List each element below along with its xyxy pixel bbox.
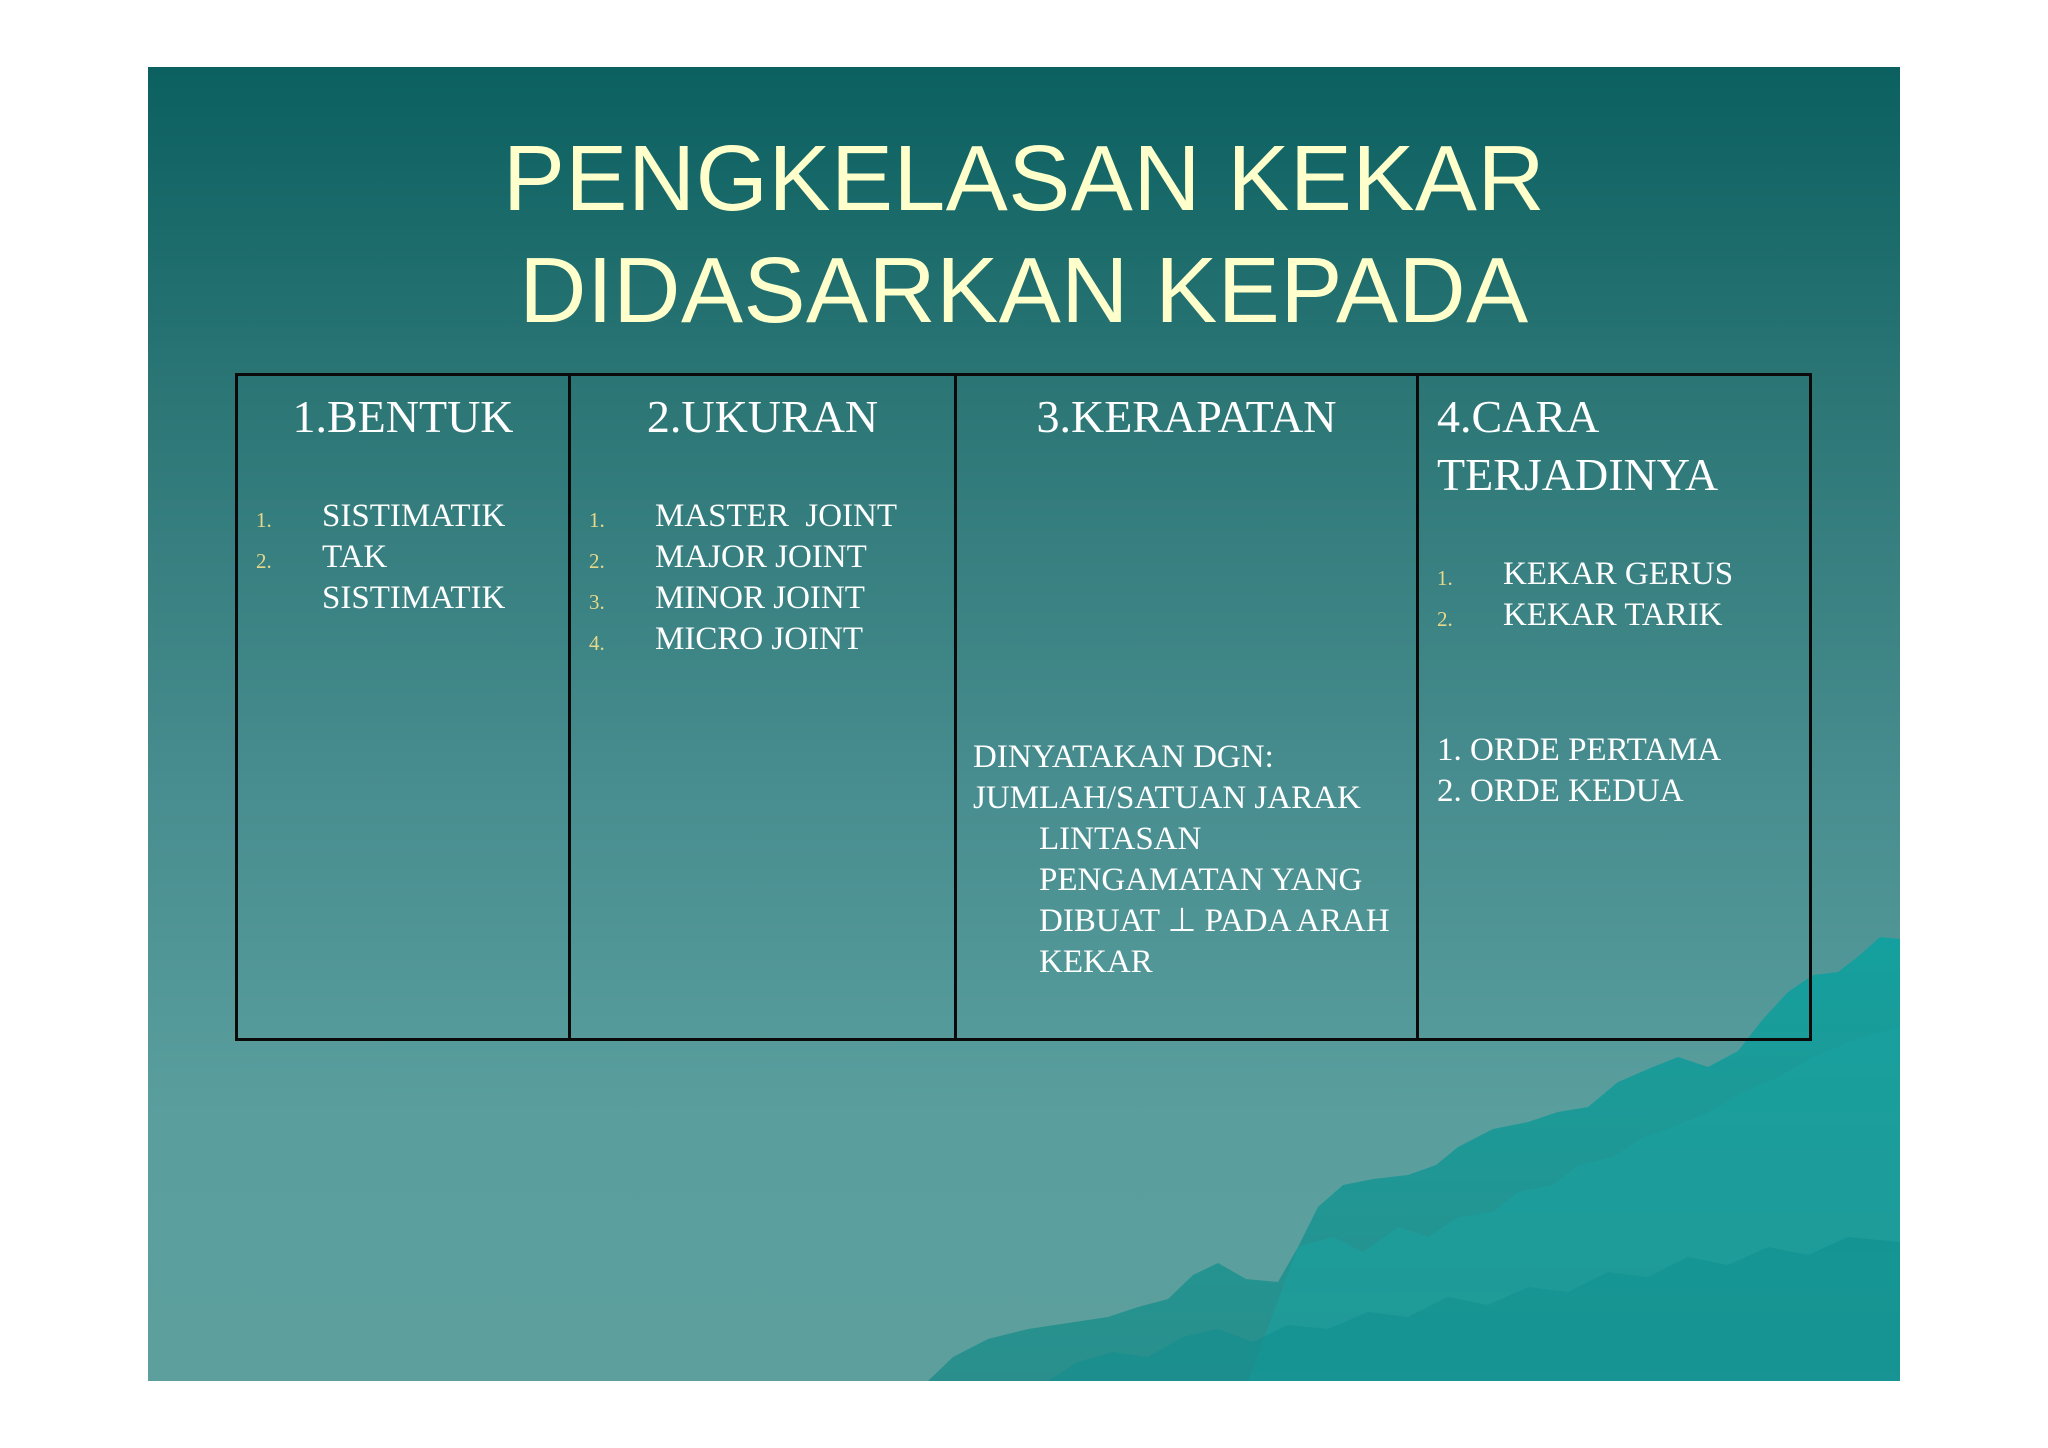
list-number: 3. bbox=[589, 590, 605, 614]
description-line: DIBUAT ⊥ PADA ARAH bbox=[1039, 903, 1390, 939]
description-line: LINTASAN bbox=[1039, 821, 1202, 857]
list-item bbox=[571, 537, 954, 578]
cara-terjadinya-list bbox=[1419, 554, 1809, 636]
column-ukuran bbox=[571, 376, 954, 1038]
column-kerapatan bbox=[957, 376, 1416, 1038]
list-item bbox=[238, 496, 568, 537]
list-item-text: KEKAR GERUS bbox=[1503, 556, 1734, 592]
orde-list bbox=[1437, 730, 1721, 812]
list-item-text: TAK bbox=[322, 539, 388, 575]
slide bbox=[148, 67, 1900, 1381]
list-number: 4. bbox=[589, 631, 605, 655]
list-item-text: KEKAR TARIK bbox=[1503, 597, 1723, 633]
title-line-1: PENGKELASAN KEKAR bbox=[502, 126, 1546, 230]
heading-line: TERJADINYA bbox=[1437, 449, 1719, 500]
column-heading-ukuran: 2.UKURAN bbox=[646, 391, 879, 442]
description-line: PENGAMATAN YANG bbox=[1039, 862, 1363, 898]
column-heading-bentuk: 1.BENTUK bbox=[292, 391, 514, 442]
list-item bbox=[1419, 554, 1809, 595]
list-number: 2. bbox=[256, 549, 272, 573]
list-item bbox=[238, 537, 568, 619]
description-line: DINYATAKAN DGN: bbox=[973, 739, 1274, 775]
list-item-text: SISTIMATIK bbox=[322, 498, 506, 534]
orde-item: 2. ORDE KEDUA bbox=[1437, 773, 1684, 809]
list-item-text-continued: SISTIMATIK bbox=[322, 580, 506, 616]
list-item-text: MASTER JOINT bbox=[655, 498, 898, 534]
title-line-2: DIDASARKAN KEPADA bbox=[519, 238, 1529, 342]
heading-line: 4.CARA bbox=[1437, 391, 1600, 442]
list-number: 1. bbox=[256, 508, 272, 532]
list-number: 1. bbox=[1437, 566, 1453, 590]
list-number: 1. bbox=[589, 508, 605, 532]
bentuk-list bbox=[238, 496, 568, 619]
list-item-text: MINOR JOINT bbox=[655, 580, 865, 616]
column-heading-kerapatan: 3.KERAPATAN bbox=[1036, 391, 1337, 442]
kerapatan-description bbox=[973, 737, 1390, 983]
column-cara-terjadinya bbox=[1419, 376, 1809, 1038]
list-item-text: MAJOR JOINT bbox=[655, 539, 867, 575]
list-item bbox=[571, 619, 954, 660]
description-line: JUMLAH/SATUAN JARAK bbox=[973, 780, 1361, 816]
list-item bbox=[571, 496, 954, 537]
list-number: 2. bbox=[589, 549, 605, 573]
ukuran-list bbox=[571, 496, 954, 660]
list-item bbox=[1419, 595, 1809, 636]
list-number: 2. bbox=[1437, 607, 1453, 631]
list-item bbox=[571, 578, 954, 619]
orde-item: 1. ORDE PERTAMA bbox=[1437, 732, 1722, 768]
column-heading-cara-terjadinya bbox=[1419, 388, 1809, 504]
column-bentuk bbox=[238, 376, 568, 1038]
list-item-text: MICRO JOINT bbox=[655, 621, 864, 657]
slide-title bbox=[148, 122, 1900, 346]
classification-table bbox=[235, 373, 1812, 1041]
description-line: KEKAR bbox=[1039, 944, 1153, 980]
